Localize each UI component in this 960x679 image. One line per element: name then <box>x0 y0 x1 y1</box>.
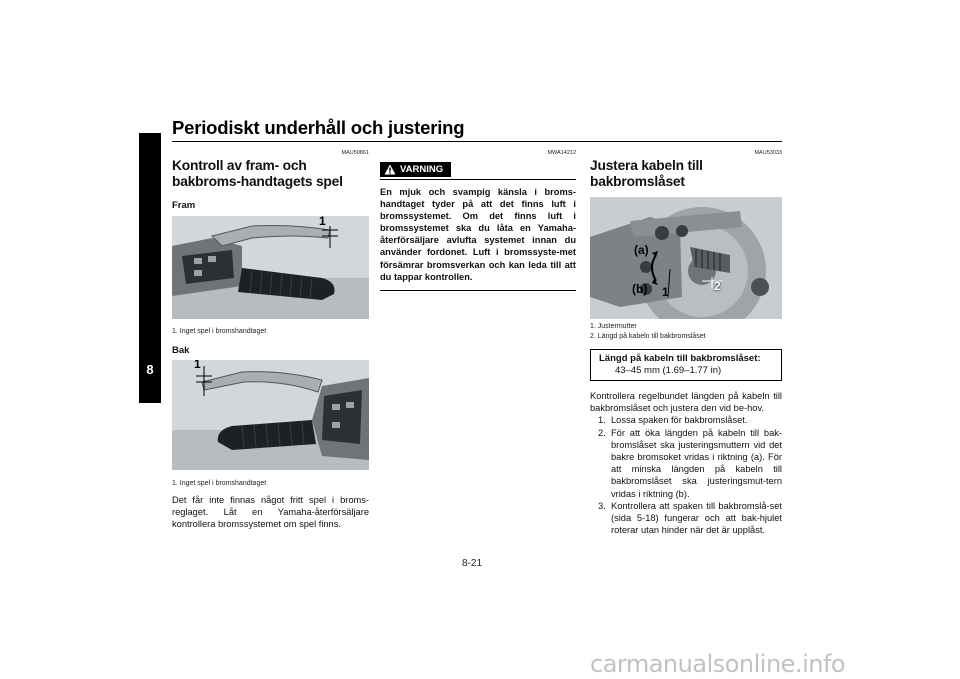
column-brake-lever-check <box>172 150 369 531</box>
warning-label: VARNING <box>400 163 444 175</box>
warning-triangle-icon <box>384 164 396 175</box>
watermark: carmanualsonline.info <box>590 650 846 678</box>
front-subheading: Fram <box>172 200 196 211</box>
section-code: MAU50861 <box>341 150 369 156</box>
body-paragraph: Det får inte finnas något fritt spel i broms-reglaget. Låt en Yamaha-återförsäljare kontrollera bromssystemet om spel finns. <box>172 495 369 530</box>
column-warning <box>380 150 576 291</box>
adjustment-steps <box>590 414 782 536</box>
rear-callout-1: 1 <box>194 359 201 371</box>
rear-subheading: Bak <box>172 344 190 356</box>
caliper-illustration <box>590 197 782 319</box>
front-figure-caption: 1. Inget spel i bromshandtaget <box>172 328 267 335</box>
cable-heading: Justera kabeln till bakbromslåset <box>590 158 703 189</box>
rear-lever-figure <box>172 360 369 470</box>
callout-2: 2 <box>714 279 721 293</box>
step-item: 3. Kontrollera att spaken till bakbromslå-set (sida 5-18) fungerar och att bak-hjulet roterar utan hinder när det är upplåst. <box>598 500 782 536</box>
column-cable-adjustment <box>590 150 782 536</box>
caption-cable-length: 2. Längd på kabeln till bakbromslåset <box>590 332 706 340</box>
callout-a: (a) <box>634 243 649 257</box>
front-lever-illustration <box>172 216 369 319</box>
rear-lever-illustration <box>172 360 369 470</box>
caption-adjusting-nut: 1. Justermutter <box>590 323 637 330</box>
page-title: Periodiskt underhåll och justering <box>172 117 465 138</box>
section-heading: Kontroll av fram- och bakbroms-handtagets spel <box>172 158 343 189</box>
warning-text: En mjuk och svampig känsla i broms-handtaget tyder på att det finns luft i bromssystemet. Om det finns luft i bromssystemet ska du låta en Yamaha-återförsäljare avlufta systemet innan du använder fordonet. Luft i bromssyste-met försämrar bromsverkan och kan leda till att du tappar kontrollen. <box>380 187 576 282</box>
step-item: 2. För att öka längden på kabeln till bak-bromslåset ska justeringsmuttern vid det bakre bromsoket vridas i riktning (a). För att minska längden på kabeln till bakbromslåset ska justeringsmut-tern vridas i riktning (b). <box>598 427 782 499</box>
warning-badge <box>380 162 451 177</box>
warning-header <box>380 159 576 180</box>
cable-intro: Kontrollera regelbundet längden på kabeln till bakbromslåset och justera den vid be-hov. <box>590 391 782 414</box>
callout-1: 1 <box>662 285 669 299</box>
callout-b: (b) <box>632 282 648 296</box>
front-lever-figure <box>172 216 369 319</box>
header-rule <box>172 141 782 142</box>
warning-bottom-rule <box>380 289 576 291</box>
warning-code: MWA14212 <box>547 150 576 156</box>
brake-lock-cable-figure <box>590 197 782 319</box>
chapter-number: 8 <box>146 362 154 377</box>
spec-value: 43–45 mm (1.69–1.77 in) <box>615 365 722 376</box>
step-item: 1. Lossa spaken för bakbromslåset. <box>598 415 748 426</box>
rear-figure-caption: 1. Inget spel i bromshandtaget <box>172 479 267 487</box>
spec-label: Längd på kabeln till bakbromslåset: <box>599 353 761 364</box>
front-callout-1: 1 <box>319 216 326 228</box>
spec-box <box>590 349 782 381</box>
section-code-right: MAU53033 <box>754 150 782 156</box>
page-number: 8-21 <box>462 558 483 569</box>
